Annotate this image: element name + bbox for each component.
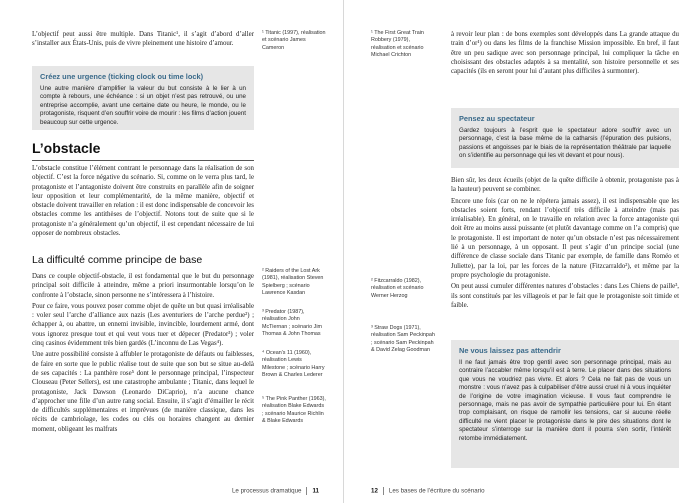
footnote-titanic: ¹ Titanic (1997), réalisation et scénario James Cameron — [262, 30, 326, 51]
footer-chapter-label: Les bases de l’écriture du scénario — [388, 487, 485, 495]
difficulty-paragraphs: Dans ce couple objectif-obstacle, il est fondamental que le but du personnage principal soit difficile à atteindre, même a priori insurmontable lorsqu’on le confronte à l’obstacle, sinon personne ne s’intéressera à l’histoire. Pour ce faire, vous pouvez poser comme objet de quête un but quasi irréalisable : voler seul l’arche d’alliance aux nazis (Les aventuriers de l’arche perdue²) ; échapper à, ou abattre, un ennemi invisible, invincible, lourdement armé, dont vous ignorez presque tout et qui veut vous tuer et dépecer (Predator³) ; voler cinq casinos évidemment très bien gardés (L’inconnu de Las Vegas⁴). Une autre possibilité consiste à affubler le protagoniste de défauts ou faiblesses, de faire en sorte que le public réalise tout de suite que son but se situe au-delà de ses capacités : La panthère rose⁵ dont le personnage principal, l’inspecteur Clouseau (Peter Sellers), est une catastrophe ambulante ; Titanic, dans lequel le protagoniste, Jack Dawson (Leonardo DiCaprio), n’a aucune chance d’approcher une fille d’un autre rang social. Ensuite, il s’agit d’émailler le récit de difficultés supplémentaires et imprévues (de manière classique, dans les récits de cambriolage, les codes ou clés ou horaires changent au dernier moment, obligeant les malfrats — [32, 273, 254, 433]
subheading-difficulty: La difficulté comme principe de base — [32, 254, 203, 266]
tip-box-text: Il ne faut jamais être trop gentil avec son personnage principal, mais au contraire l’accabler même lorsqu’il est à terre. Le placer dans des situations que vous ne voudriez pas vivre. Et alors ? Cela ne fait pas de vous un monstre : vous n’avez pas à culpabiliser d’être aussi cruel ni à vous inquiéter de l’origine de votre imagination vicieuse. Il vous faut comprendre le personnage, mais ne pas avoir de sympathie particulière pour lui. En étant trop complaisant, on risque de ramollir les tensions, car si aucune réelle difficulté ne vient placer le protagoniste dans le pire des situations dont le spectateur s’interroge sur la manière dont il pourra s’en sortir, l’intérêt retombe immédiatement. — [459, 359, 671, 442]
right-top-paragraph: à revoir leur plan : de bons exemples sont développés dans La grande attaque du train d’or¹) ou dans les films de la franchise Mission impossible. En bref, il faut être un peu sadique avec son personnage principal, lui compliquer la tâche en choisissant des obstacles adaptés à sa mentalité, son histoire personnelle et ses capacités (ils en seront pour lui d’autant plus difficiles à surmonter). — [451, 31, 679, 76]
tip-box-text: Une autre manière d’amplifier la valeur du but consiste à le lier à un compte à rebours, une échéance : si un objet n’est pas retrouvé, ou une entreprise accomplie, avant une certaine date ou heure, le monde, ou le protagoniste, risquent d’en souffrir voire de mourir : les films d’action jouent beaucoup sur cette urgence. — [40, 85, 246, 126]
right-body-paragraphs: Bien sûr, les deux écueils (objet de la quête difficile à obtenir, protagoniste pas à la hauteur) peuvent se combiner. Encore une fois (car on ne le répétera jamais assez), il est indispensable que les obstacles soient forts, rendant l’objectif très difficile à atteindre (mais pas irréalisable). En général, on le travaille en relation avec la force antagoniste qui doit être au moins aussi puissante (et plutôt davantage comme on l’a compris) que le protagoniste. Il est important de noter qu’un obstacle n’est pas nécessairement lié à un personnage, à un opposant. Il peut s’agir d’un principe social (une différence de classe sociale dans Titanic par exemple, de famille dans Roméo et Juliette), par la loi, par les forces de la nature (Fitzcarraldo²), et même par la propre psychologie du protagoniste. On peut aussi cumuler différentes natures d’obstacles : dans Les Chiens de paille³, ils sont constitués par les villageois et par le fait que le protagoniste soit timide et faible. — [451, 177, 679, 309]
heading-rule — [32, 160, 254, 161]
footer-right — [371, 487, 485, 495]
tip-box-title: Pensez au spectateur — [459, 114, 535, 123]
footnote-fitzcarraldo: ² Fitzcarraldo (1982), réalisation et scénario Werner Herzog — [371, 278, 424, 299]
footnote-straw-dogs: ³ Straw Dogs (1971), réalisation Sam Peckinpah ; scénario Sam Peckinpah & David Zelag Goodman — [371, 325, 435, 354]
footnote-pink-panther: ⁵ The Pink Panther (1963), réalisation Blake Edwards ; scénario Maurice Richlin & Blake Edwards — [262, 396, 326, 425]
right-page — [351, 0, 700, 503]
footnote-predator: ³ Predator (1987), réalisation John McTiernan ; scénario Jim Thomas & John Thomas — [262, 309, 323, 338]
footer-chapter-label: Le processus dramatique — [231, 487, 302, 495]
left-page — [0, 0, 344, 503]
page-number-12: 12 — [371, 487, 378, 495]
footer-left — [232, 487, 319, 495]
intro-paragraph: L’objectif peut aussi être multiple. Dans Titanic¹, il s’agit d’abord d’aller s’installer aux États-Unis, puis de vivre pleinement une histoire d’amour. — [32, 31, 254, 48]
footer-divider — [383, 487, 384, 495]
footnote-raiders: ² Raiders of the Lost Ark (1981), réalisation Steven Spielberg ; scénario Lawrence Kasdan — [262, 268, 324, 297]
footer-divider — [306, 487, 307, 495]
tip-box-title: Créez une urgence (ticking clock ou time lock) — [40, 72, 204, 81]
footnote-great-train: ¹ The First Great Train Robbery (1979), réalisation et scénario Michael Crichton — [371, 30, 424, 59]
tip-box-title: Ne vous laissez pas attendrir — [459, 346, 561, 355]
page-number-11: 11 — [312, 487, 319, 495]
tip-box-spectator — [451, 108, 679, 168]
section-heading-obstacle: L’obstacle — [32, 140, 101, 156]
footnote-oceans: ⁴ Ocean’s 11 (1960), réalisation Lewis Milestone ; scénario Harry Brown & Charles Lederer — [262, 350, 325, 379]
tip-box-text: Gardez toujours à l’esprit que le spectateur adore souffrir avec un personnage, c’est la base même de la catharsis (l’épuration des pulsions, passions et angoisses par le biais de la représentation théâtrale par laquelle on s’identifie au personnage qui les vit devant et pour nous). — [459, 127, 671, 160]
tip-box-no-softness — [451, 340, 679, 468]
tip-box-urgency — [32, 66, 254, 130]
obstacle-paragraph: L’obstacle constitue l’élément contrant le personnage dans la réalisation de son objectif. C’est la force négative du scénario. Si, comme on le verra plus tard, le protagoniste et l’antagoniste doivent être construits en parallèle afin de soigner leur opposition et leur complémentarité, de la même manière, objectif et obstacle doivent travailler en relation : il est donc indispensable de concevoir les obstacles comme les antithèses de l’objectif. Notons tout de suite que si le protagoniste n’a généralement qu’un objectif, il est cependant nécessaire de lui opposer de nombreux obstacles. — [32, 165, 254, 238]
